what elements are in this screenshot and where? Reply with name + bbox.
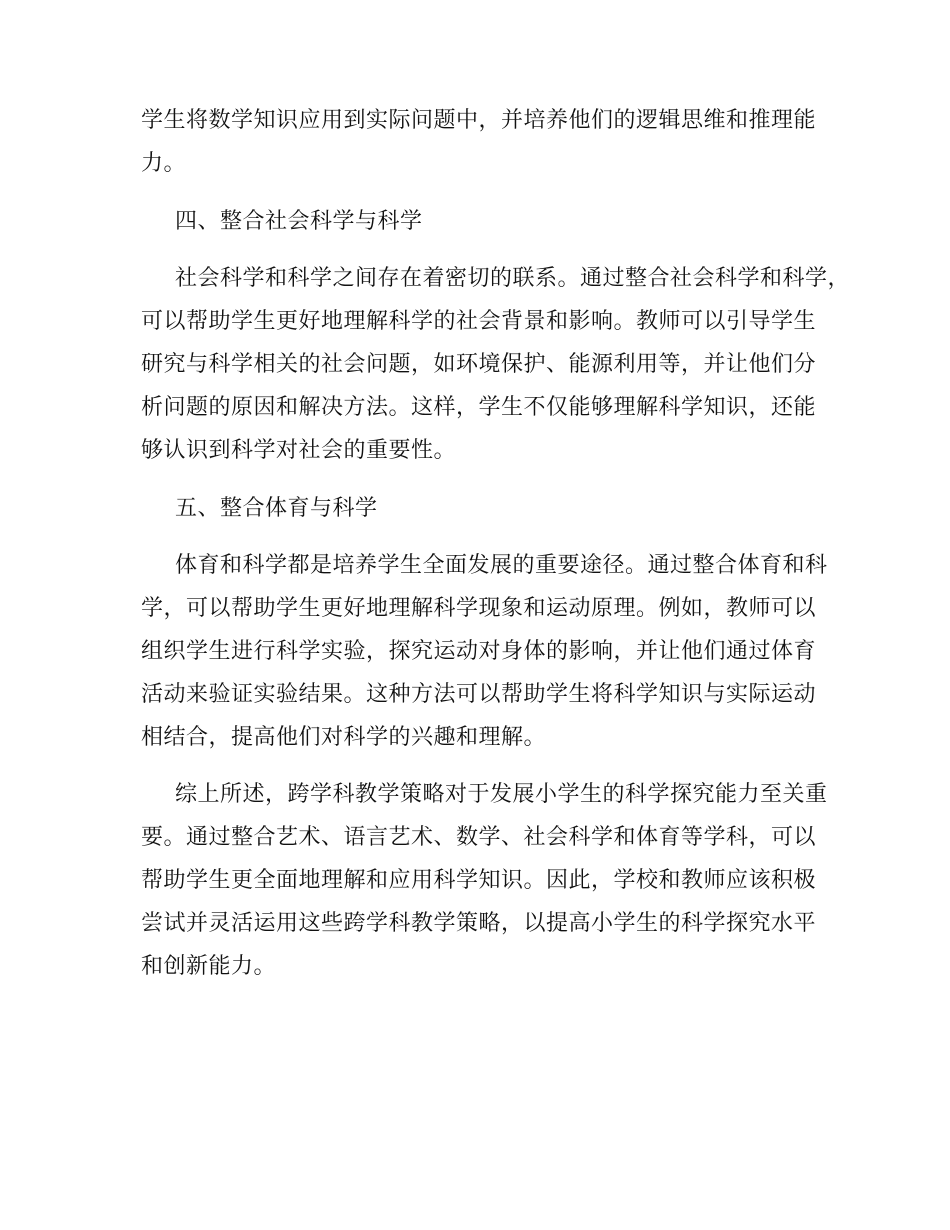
paragraph-line: 够认识到科学对社会的重要性。 — [141, 438, 457, 463]
paragraph-line: 社会科学和科学之间存在着密切的联系。通过整合社会科学和科学， — [175, 266, 851, 291]
paragraph-line: 学，可以帮助学生更好地理解科学现象和运动原理。例如，教师可以 — [141, 596, 817, 621]
paragraph-line: 组织学生进行科学实验，探究运动对身体的影响，并让他们通过体育 — [141, 639, 817, 664]
paragraph-line: 相结合，提高他们对科学的兴趣和理解。 — [141, 725, 547, 750]
section-heading: 四、整合社会科学与科学 — [175, 209, 423, 234]
paragraph-line: 活动来验证实验结果。这种方法可以帮助学生将科学知识与实际运动 — [141, 682, 817, 707]
paragraph-line: 析问题的原因和解决方法。这样，学生不仅能够理解科学知识，还能 — [141, 395, 817, 420]
section-heading: 五、整合体育与科学 — [175, 496, 378, 521]
paragraph-line: 要。通过整合艺术、语言艺术、数学、社会科学和体育等学科，可以 — [141, 825, 817, 850]
paragraph-line: 可以帮助学生更好地理解科学的社会背景和影响。教师可以引导学生 — [141, 309, 817, 334]
paragraph-line: 帮助学生更全面地理解和应用科学知识。因此，学校和教师应该积极 — [141, 868, 817, 893]
paragraph-line: 研究与科学相关的社会问题，如环境保护、能源利用等，并让他们分 — [141, 352, 817, 377]
paragraph-line: 学生将数学知识应用到实际问题中，并培养他们的逻辑思维和推理能 — [141, 108, 817, 133]
paragraph-line: 体育和科学都是培养学生全面发展的重要途径。通过整合体育和科 — [175, 553, 828, 578]
paragraph-line: 力。 — [141, 151, 187, 176]
paragraph-line: 综上所述，跨学科教学策略对于发展小学生的科学探究能力至关重 — [175, 782, 828, 807]
paragraph-line: 尝试并灵活运用这些跨学科教学策略，以提高小学生的科学探究水平 — [141, 911, 817, 936]
paragraph-line: 和创新能力。 — [141, 954, 277, 979]
